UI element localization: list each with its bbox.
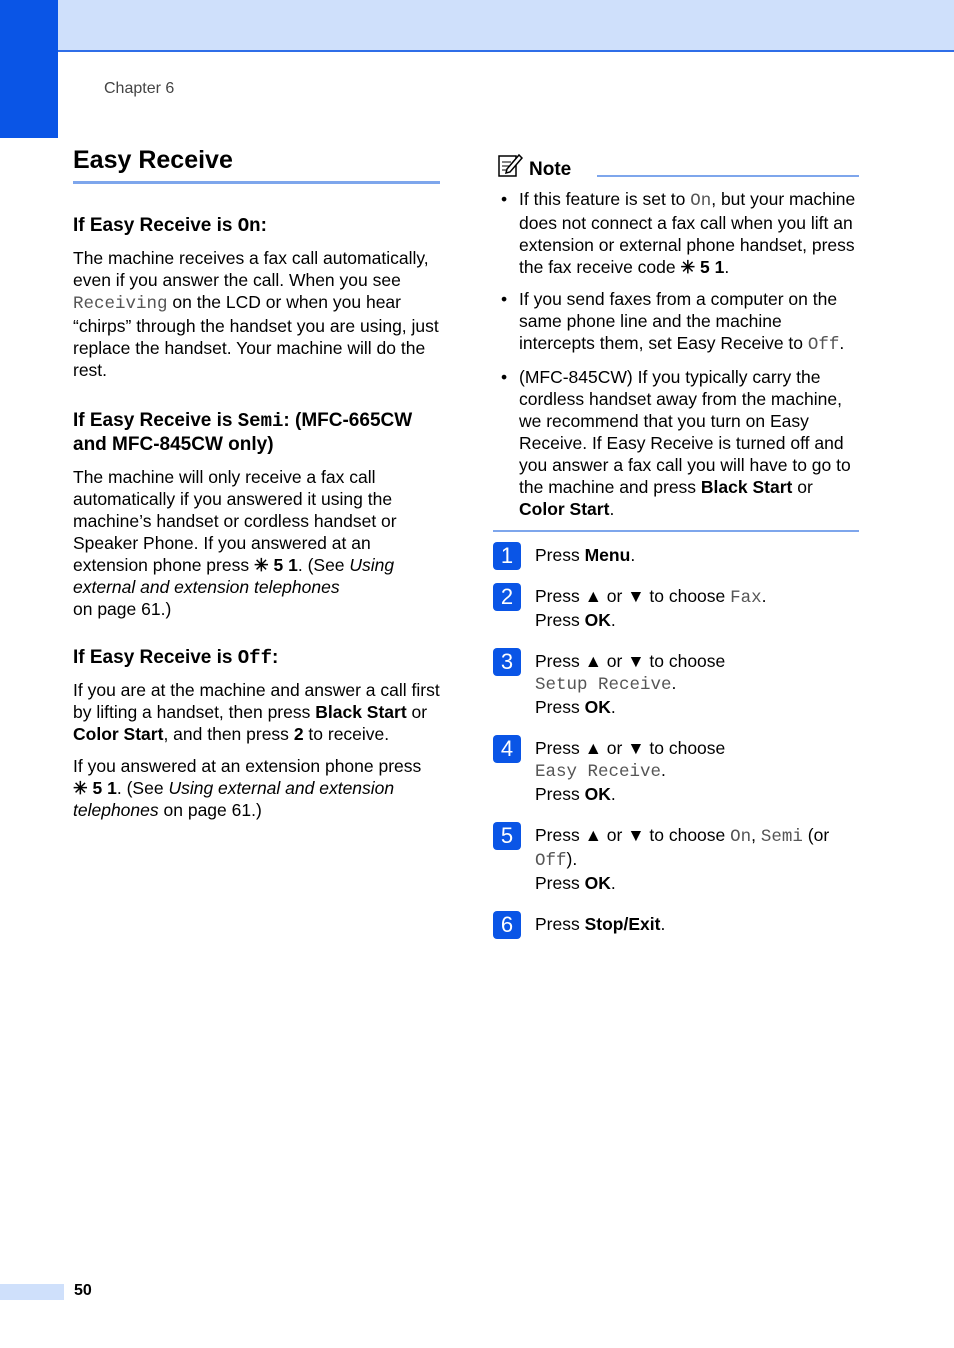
star-key-icon: ✳ [680,257,696,277]
text: Press [535,610,585,630]
lcd-text: Easy Receive [535,762,662,782]
text: on page 61.) [73,599,172,619]
step-number: 2 [493,583,521,611]
text: Press [535,914,585,934]
step-list [493,544,859,935]
text: Press ▲ or ▼ to choose [535,825,731,845]
bullet-icon: • [501,189,508,209]
step-2 [493,585,859,631]
text: , [751,825,761,845]
heading-easy-receive-semi [73,409,440,457]
paragraph-on [73,247,440,381]
step-number: 1 [493,542,521,570]
text: . [839,333,845,353]
note-pencil-icon [497,152,523,178]
text: If you send faxes from a computer on the same phone line and the machine intercepts them, set Easy Receive to [519,289,838,353]
step-5 [493,824,859,894]
lcd-text: On [690,191,712,211]
heading-code: On [237,215,261,237]
text: on the LCD or when you hear “chirps” through the handset you are using, just replace the handset. Your machine will do the rest. [73,292,439,380]
heading-code: Off [237,647,272,669]
step-number: 5 [493,822,521,850]
text: If this feature is set to [519,189,691,209]
key-code: 5 1 [700,257,725,277]
step-1 [493,544,859,566]
chapter-tab [0,0,58,138]
text: . [671,673,677,693]
reference-title: Using external and extension telephones [73,778,395,820]
page-number: 50 [74,1282,92,1299]
text: The machine will only receive a fax call automatically if you answered it using the machine’s handset or cordless handset or Speaker Phone. If you answered at an extension phone press [73,467,397,575]
note-item [493,288,859,356]
key-2: 2 [293,724,304,744]
heading-text: : [260,215,267,236]
text: . [610,784,616,804]
text: or [792,477,813,497]
key-black-start: Black Start [315,702,407,722]
text: . [610,697,616,717]
text: Press ▲ or ▼ to choose [535,738,726,758]
text: , and then press [163,724,294,744]
footer-band [0,1284,64,1300]
text: Press [535,873,585,893]
key-ok: OK [584,697,611,717]
step-4 [493,737,859,805]
key-color-start: Color Start [73,724,164,744]
key-ok: OK [584,873,611,893]
key-code: 5 1 [273,555,298,575]
text: (or [802,825,830,845]
text: on page 61.) [158,800,262,820]
text: . [630,545,636,565]
text: . [609,499,615,519]
left-column [73,144,440,821]
heading-text: If Easy Receive is [73,215,238,236]
note-item [493,366,859,520]
step-number: 6 [493,911,521,939]
heading-easy-receive-off [73,646,440,670]
key-black-start: Black Start [700,477,793,497]
text: . [724,257,730,277]
text: . [660,914,666,934]
chapter-label: Chapter 6 [104,80,175,97]
text: to receive. [303,724,390,744]
note-rule [597,175,859,177]
lcd-text: Fax [730,588,762,608]
text: Press [535,784,585,804]
key-ok: OK [584,784,611,804]
paragraph-semi [73,466,440,620]
note-title: Note [529,159,572,180]
text: . [661,760,666,780]
heading-text: : [272,647,279,668]
note-item [493,188,859,278]
step-number: 3 [493,648,521,676]
heading-easy-receive-on [73,214,440,238]
lcd-text: Setup Receive [535,675,672,695]
text: ). [566,849,578,869]
key-ok: OK [584,610,611,630]
heading-text: If Easy Receive is [73,647,238,668]
text: . (See [116,778,169,798]
paragraph-off-2 [73,755,440,821]
text: (MFC-845CW) If you typically carry the cordless handset away from the machine, we recommend that you turn on Easy Receive. If Easy Receive is turned off and you answer a fax call you will have to go to the machine and press [519,367,851,497]
text: . [610,873,616,893]
text: . [610,610,616,630]
text: . (See [297,555,350,575]
note-end-rule [493,530,859,532]
bullet-icon: • [501,367,508,387]
key-stop-exit: Stop/Exit [584,914,661,934]
note-list [493,188,859,520]
step-6 [493,913,859,935]
key-code: 5 1 [92,778,117,798]
key-menu: Menu [584,545,631,565]
paragraph-off-1 [73,679,440,745]
heading-text: If Easy Receive is [73,410,238,431]
text: If you are at the machine and answer a call first by lifting a handset, then press [73,680,440,722]
reference-title: Using external and extension telephones [73,555,395,597]
text: Press ▲ or ▼ to choose [535,651,726,671]
lcd-text: Semi [760,827,803,847]
lcd-text: Off [535,851,567,871]
key-color-start: Color Start [519,499,610,519]
text: If you answered at an extension phone press [73,756,422,776]
bullet-icon: • [501,289,508,309]
note-header [493,150,859,180]
text: or [406,702,428,722]
lcd-text: Off [807,335,840,355]
text: . [761,586,767,606]
step-number: 4 [493,735,521,763]
text: , but your machine does not connect a fax call when you lift an extension or external phone handset, press the fax receive code [519,189,856,277]
lcd-text: Receiving [73,294,168,314]
star-key-icon: ✳ [73,778,88,798]
text: Press [535,697,585,717]
lcd-text: On [730,827,752,847]
section-title: Easy Receive [73,144,440,184]
text: The machine receives a fax call automatically, even if you answer the call. When you see [73,248,429,290]
heading-code: Semi [237,410,284,432]
header-band [0,0,954,52]
step-3 [493,650,859,718]
star-key-icon: ✳ [253,555,269,575]
heading-text: : (MFC-665CW and MFC-845CW only) [73,410,413,455]
text: Press [535,545,585,565]
right-column [493,150,859,935]
text: Press ▲ or ▼ to choose [535,586,731,606]
